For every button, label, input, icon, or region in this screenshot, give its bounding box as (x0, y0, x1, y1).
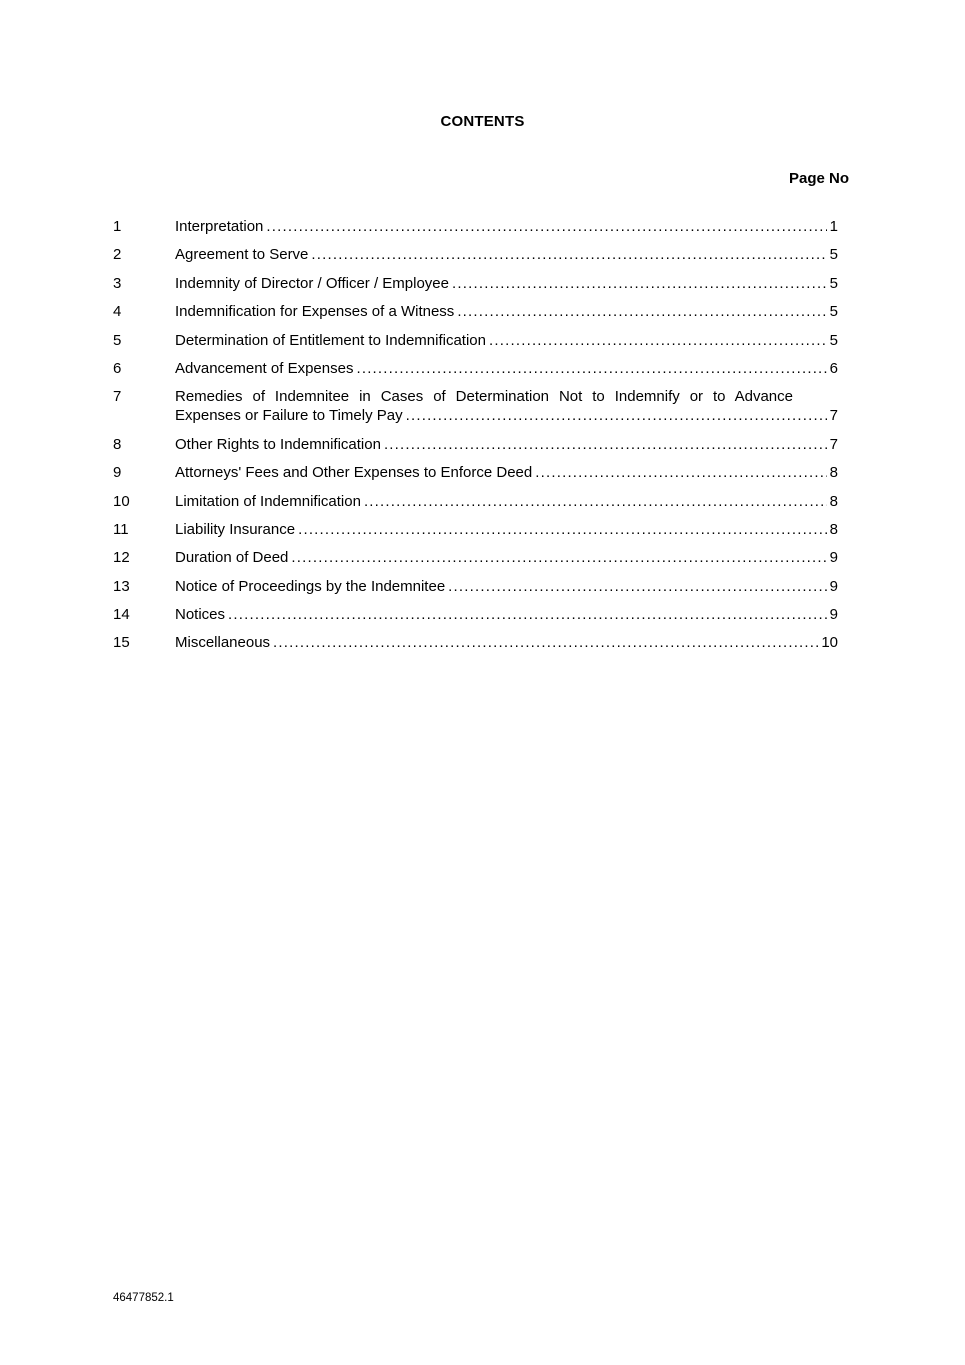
toc-leader-dots (291, 548, 826, 567)
toc-item-number: 8 (113, 435, 122, 453)
toc-item-title: Other Rights to Indemnification (175, 435, 381, 453)
toc-row (113, 605, 838, 624)
toc-item-body (175, 274, 838, 293)
toc-item-body (175, 463, 838, 482)
toc-item-number: 5 (113, 331, 122, 349)
toc-row (113, 387, 838, 425)
toc-item-last-line (175, 435, 838, 454)
toc-page-number: 1 (829, 218, 838, 235)
toc-item-number: 11 (113, 520, 129, 538)
toc-item-body (175, 633, 838, 652)
toc-item-title: Miscellaneous (175, 634, 271, 652)
toc-page-number: 7 (829, 407, 838, 425)
toc-item-last-line (175, 605, 838, 624)
toc-leader-dots (448, 577, 826, 596)
toc-item-last-line (175, 633, 838, 652)
toc-item-title: Indemnification for Expenses of a Witness (175, 303, 455, 321)
toc-leader-dots (489, 331, 827, 350)
toc-leader-dots (452, 274, 827, 293)
toc-page-number: 9 (829, 549, 838, 567)
toc-row (113, 492, 838, 511)
toc-page-number: 10 (821, 634, 838, 652)
toc-item-number: 1 (113, 218, 122, 235)
toc-page-number: 6 (829, 359, 838, 377)
toc-row (113, 577, 838, 596)
toc-row (113, 359, 838, 378)
toc-item-last-line (175, 577, 838, 596)
toc-item-title: Duration of Deed (175, 549, 289, 567)
toc-row (113, 217, 838, 236)
toc-item-body (175, 605, 838, 624)
toc-page-number: 8 (829, 492, 838, 510)
toc-row (113, 520, 838, 539)
toc-item-title: Notices (175, 606, 226, 624)
toc-row (113, 274, 838, 293)
toc-page-number: 5 (829, 303, 838, 321)
toc-item-title: Expenses or Failure to Timely Pay (175, 407, 403, 425)
toc-item-title: Agreement to Serve (175, 246, 309, 264)
toc-leader-dots (356, 359, 826, 378)
toc-row (113, 548, 838, 567)
contents-title: CONTENTS (440, 113, 525, 130)
toc-page-number: 5 (829, 331, 838, 349)
page-no-column-header: Page No (788, 170, 849, 187)
toc-item-number: 3 (113, 274, 122, 292)
toc-leader-dots (406, 406, 827, 425)
toc-item-last-line (175, 520, 838, 539)
toc-item-title-wrap: Remedies of Indemnitee in Cases of Determination Not to Indemnify or to Advance (175, 388, 793, 406)
toc-item-body (175, 245, 838, 264)
footer-doc-number: 46477852.1 (113, 1292, 174, 1304)
toc-row (113, 633, 838, 652)
toc-item-number: 7 (113, 388, 122, 406)
toc-item-body (175, 548, 838, 567)
toc-row (113, 331, 838, 350)
toc-leader-dots (298, 520, 827, 539)
toc-item-title: Limitation of Indemnification (175, 492, 361, 510)
toc-page-number: 9 (829, 606, 838, 624)
toc-item-body (175, 387, 838, 425)
toc-item-last-line (175, 302, 838, 321)
toc-item-last-line (175, 406, 838, 425)
toc-item-number: 4 (113, 303, 122, 321)
toc-item-number: 6 (113, 359, 122, 377)
toc-item-last-line (175, 217, 838, 236)
toc-row (113, 302, 838, 321)
toc-page-number: 5 (829, 246, 838, 264)
table-of-contents (113, 217, 838, 662)
toc-leader-dots (311, 245, 826, 264)
toc-item-last-line (175, 274, 838, 293)
toc-row (113, 245, 838, 264)
toc-item-last-line (175, 331, 838, 350)
toc-item-number: 14 (113, 606, 130, 624)
toc-item-number: 2 (113, 246, 122, 264)
toc-page-number: 8 (829, 464, 838, 482)
toc-row (113, 435, 838, 454)
toc-item-body (175, 302, 838, 321)
toc-item-number: 13 (113, 577, 130, 595)
toc-item-last-line (175, 548, 838, 567)
toc-item-title: Determination of Entitlement to Indemnification (175, 331, 486, 349)
toc-item-number: 15 (113, 634, 130, 652)
toc-item-title: Liability Insurance (175, 520, 296, 538)
toc-item-last-line (175, 359, 838, 378)
toc-item-title: Indemnity of Director / Officer / Employee (175, 274, 449, 292)
toc-row (113, 463, 838, 482)
toc-leader-dots (228, 605, 827, 624)
toc-item-last-line (175, 245, 838, 264)
toc-item-body (175, 217, 838, 236)
toc-page-number: 9 (829, 577, 838, 595)
toc-item-body (175, 577, 838, 596)
toc-page-number: 7 (829, 435, 838, 453)
toc-item-body (175, 492, 838, 511)
toc-item-title: Advancement of Expenses (175, 359, 354, 377)
toc-item-number: 12 (113, 549, 130, 567)
toc-leader-dots (535, 463, 826, 482)
toc-item-body (175, 520, 838, 539)
toc-page-number: 8 (829, 520, 838, 538)
toc-item-title: Notice of Proceedings by the Indemnitee (175, 577, 446, 595)
toc-item-body (175, 359, 838, 378)
toc-leader-dots (266, 217, 826, 236)
toc-leader-dots (384, 435, 827, 454)
toc-item-body (175, 331, 838, 350)
toc-item-title: Attorneys' Fees and Other Expenses to Enforce Deed (175, 464, 533, 482)
toc-item-title: Interpretation (175, 218, 264, 235)
toc-item-body (175, 435, 838, 454)
toc-item-number: 9 (113, 464, 122, 482)
toc-item-last-line (175, 492, 838, 511)
toc-leader-dots (364, 492, 827, 511)
toc-page-number: 5 (829, 274, 838, 292)
toc-leader-dots (273, 633, 818, 652)
toc-leader-dots (457, 302, 826, 321)
toc-item-number: 10 (113, 492, 130, 510)
toc-item-last-line (175, 463, 838, 482)
